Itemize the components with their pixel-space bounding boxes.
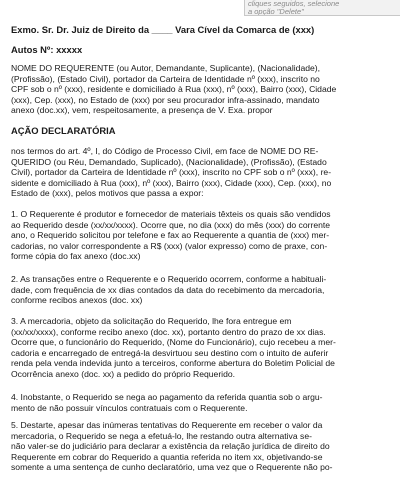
intro-paragraph: nos termos do art. 4º, I, do Código de Processo Civil, em face de NOME DO RE- QUERIDO (ou Réu, Demandado, Suplicado), (Nacionalidade), (Profissão), (Estado Civil), portador da Carteira de Identidade nº (xxx), inscrito no CPF sob o nº (xxx), re- sidente e domiciliado à Rua (xxx), nº (xxx), Bairro (xxx), Cidade (xxx), Cep. (xxx), no Estado de (xxx), pelos motivos que passa a expor: xyxy=(11,146,332,199)
item-2-paragraph: 2. As transações entre o Requerente e o Requerido ocorrem, conforme a habituali- dade, com frequência de xx dias contados da data do recebimento da mercadoria, conforme recibos anexos (doc. xx) xyxy=(11,274,327,306)
qualificacao-paragraph: NOME DO REQUERENTE (ou Autor, Demandante, Suplicante), (Nacionalidade), (Profissão), (Estado Civil), portador da Carteira de Identidade nº (xxx), inscrito no CPF sob o nº (xxx), residente e domiciliado à Rua (xxx), nº (xxx), Bairro (xxx), Cidade (xxx), Cep. (xxx), no Estado de (xxx) por seu procurador infra-assinado, mandato anexo (doc.xx), vem, respeitosamente, a presença de V. Exa. propor xyxy=(11,63,337,116)
item-5-paragraph: 5. Destarte, apesar das inúmeras tentativas do Requerente em receber o valor da mercadoria, o Requerido se nega a efetuá-lo, lhe restando outra alternativa se- não valer-se do judiciário para declarar a existência da relação jurídica de direito do Requerente em cobrar do Requerido a quantia referida no item xx, objetivando-se somente a uma sentença de cunho declaratório, uma vez que o Requerente não po- xyxy=(11,420,333,473)
tooltip-line-2: a opção "Delete" xyxy=(248,7,304,16)
tooltip-hint xyxy=(244,0,400,16)
item-3-paragraph: 3. A mercadoria, objeto da solicitação do Requerido, lhe fora entregue em (xx/xx/xxxx), conforme recibo anexo (doc. xx), portanto dentro do prazo de xx dias. Ocorre que, o funcionário do Requerido, (Nome do Funcionário), cujo recebeu a mer- cadoria e encarregado de entregá-la desvirtuou seu destino com o intuito de auferir renda pela venda indevida junto a terceiros, conforme abertura do Boletim Policial de Ocorrência anexo (doc. xx) a pedido do próprio Requerido. xyxy=(11,316,336,379)
document-heading: Exmo. Sr. Dr. Juiz de Direito da ____ Vara Cível da Comarca de (xxx) xyxy=(11,24,315,35)
item-1-paragraph: 1. O Requerente é produtor e fornecedor de materiais têxteis os quais são vendidos ao Requerido desde (xx/xx/xxxx). Ocorre que, no dia (xxx) do mês (xxx) do corrente ano, o Requerido solicitou por telefone e fax ao Requerente a quantia de (xxx) mer- cadorias, no valor correspondente a R$ (xxx) (valor expresso) como de praxe, con- forme cópia do fax anexo (doc.xx) xyxy=(11,209,331,262)
autos-number: Autos Nº: xxxxx xyxy=(11,44,83,55)
item-4-paragraph: 4. Inobstante, o Requerido se nega ao pagamento da referida quantia sob o argu- mento de não possuir vínculos contratuais com o Requerente. xyxy=(11,392,323,413)
acao-title: AÇÃO DECLARATÓRIA xyxy=(11,125,116,136)
tooltip-line-1: cliques seguidos, selecione xyxy=(248,0,340,8)
